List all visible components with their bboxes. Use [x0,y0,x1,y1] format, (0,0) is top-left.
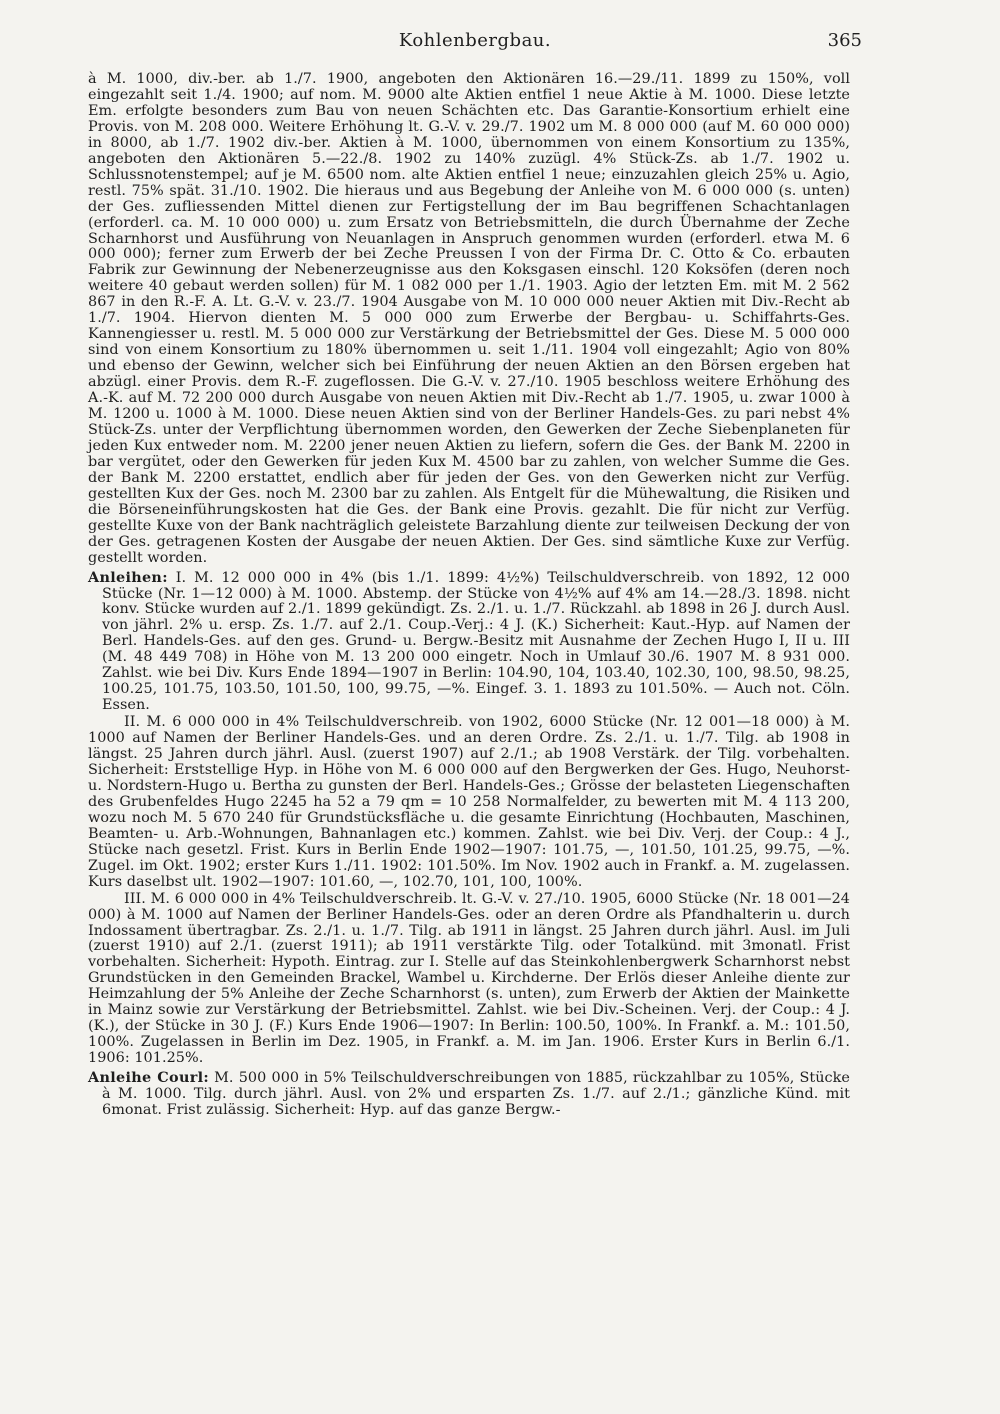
anleihe-courl-label: Anleihe Courl: [88,1069,209,1087]
page-body [88,72,850,1119]
anleihe-courl-text: M. 500 000 in 5% Teilschuldverschreibungen von 1885, rückzahlbar zu 105%, Stücke à M. 1000. Tilg. durch jährl. Ausl. von 2% und ersparten Zs. 1./7. auf 2./1.; gänzliche Künd. mit 6monat. Frist zulässig. Sicherheit: Hyp. auf das ganze Bergw.- [102,1070,851,1118]
running-title: Kohlenbergbau. [398,30,552,51]
anleihen-i-paragraph [88,570,850,715]
anleihen-i-text: I. M. 12 000 000 in 4% (bis 1./1. 1899: 4½%) Teilschuldverschreib. von 1892, 12 000 Stücke (Nr. 1—12 000) à M. 1000. Abstemp. der Stücke von 4½% auf 4% am 14.—28./3. 1898. nicht konv. Stücke wurden auf 2./1. 1899 gekündigt. Zs. 2./1. u. 1./7. Rückzahl. ab 1898 in 26 J. durch Ausl. von jährl. 2% u. ersp. Zs. 1./7. auf 2./1. Coup.-Verj.: 4 J. (K.) Sicherheit: Kaut.-Hyp. auf Namen der Berl. Handels-Ges. auf den ges. Grund- u. Bergw.-Besitz mit Ausnahme der Zechen Hugo I, II u. III (M. 48 449 708) in Höhe von M. 13 200 000 eingetr. Noch in Umlauf 30./6. 1907 M. 8 931 000. Zahlst. wie bei Div. Kurs Ende 1894—1907 in Berlin: 104.90, 104, 103.40, 102.30, 100, 98.50, 98.25, 100.25, 101.75, 103.50, 101.50, 100, 99.75, —%. Eingef. 3. 1. 1893 zu 101.50%. — Auch not. Cöln. Essen. [102,569,850,714]
page-number: 365 [827,30,862,51]
anleihe-courl-paragraph [88,1070,850,1119]
anleihen-label: Anleihen: [88,568,168,586]
running-header [88,30,862,54]
anleihen-iii-paragraph: III. M. 6 000 000 in 4% Teilschuldverschreib. lt. G.-V. v. 27./10. 1905, 6000 Stücke (Nr. 18 001—24 000) à M. 1000 auf Namen der Berliner Handels-Ges. oder an deren Ordre als Pfandhalterin u. durch Indossament übertragbar. Zs. 2./1. u. 1./7. Tilg. ab 1911 in längst. 25 Jahren durch jährl. Ausl. im Juli (zuerst 1910) auf 2./1. (zuerst 1911); ab 1911 verstärkte Tilg. oder Totalkünd. mit 3monatl. Frist vorbehalten. Sicherheit: Hypoth. Eintrag. zur I. Stelle auf das Steinkohlenbergwerk Scharnhorst nebst Grundstücken in den Gemeinden Brackel, Wambel u. Kirchderne. Der Erlös dieser Anleihe diente zur Heimzahlung der 5% Anleihe der Zeche Scharnhorst (s. unten), zum Erwerb der Aktien der Mainkette in Mainz sowie zur Verstärkung der Betriebsmittel. Zahlst. wie bei Div.-Scheinen. Verj. der Coup.: 4 J. (K.), der Stücke in 30 J. (F.) Kurs Ende 1906—1907: In Berlin: 100.50, 100%. In Frankf. a. M.: 101.50, 100%. Zugelassen in Berlin im Dez. 1905, in Frankf. a. M. im Jan. 1906. Erster Kurs in Berlin 6./1. 1906: 101.25%. [88,890,850,1067]
anleihen-ii-paragraph: II. M. 6 000 000 in 4% Teilschuldverschreib. von 1902, 6000 Stücke (Nr. 12 001—18 000) à M. 1000 auf Namen der Berliner Handels-Ges. und an deren Ordre. Zs. 2./1. u. 1./7. Tilg. ab 1908 in längst. 25 Jahren durch jährl. Ausl. (zuerst 1907) auf 2./1.; ab 1908 Verstärk. der Tilg. vorbehalten. Sicherheit: Erststellige Hyp. in Höhe von M. 6 000 000 auf den Bergwerken der Ges. Hugo, Neuhorst- u. Nordstern-Hugo u. Bertha zu gunsten der Berl. Handels-Ges.; Grösse der belasteten Liegenschaften des Grubenfeldes Hugo 2245 ha 52 a 79 qm = 10 258 Normalfelder, zu bewerten mit M. 4 113 200, wozu noch M. 5 670 240 für Grundstücksfläche u. die gesamte Einrichtung (Hochbauten, Maschinen, Beamten- u. Arb.-Wohnungen, Bahnanlagen etc.) kommen. Zahlst. wie bei Div. Verj. der Coup.: 4 J., Stücke nach gesetzl. Frist. Kurs in Berlin Ende 1902—1907: 101.75, —, 101.50, 101.25, 99.75, —%. Zugel. im Okt. 1902; erster Kurs 1./11. 1902: 101.50%. Im Nov. 1902 auch in Frankf. a. M. zugelassen. Kurs daselbst ult. 1902—1907: 101.60, —, 102.70, 101, 100, 100%. [88,714,850,890]
capital-history-paragraph: à M. 1000, div.-ber. ab 1./7. 1900, angeboten den Aktionären 16.—29./11. 1899 zu 150%, voll eingezahlt seit 1./4. 1900; auf nom. M. 9000 alte Aktien entfiel 1 neue Aktie à M. 1000. Diese letzte Em. erfolgte besonders zum Bau von neuen Schächten etc. Das Garantie-Konsortium erhielt eine Provis. von M. 208 000. Weitere Erhöhung lt. G.-V. v. 29./7. 1902 um M. 8 000 000 (auf M. 60 000 000) in 8000, ab 1./7. 1902 div.-ber. Aktien à M. 1000, übernommen von einem Konsortium zu 135%, angeboten den Aktionären 5.—22./8. 1902 zu 140% zuzügl. 4% Stück-Zs. ab 1./7. 1902 u. Schlussnotenstempel; auf je M. 6500 nom. alte Aktien entfiel 1 neue; einzuzahlen gleich 25% u. Agio, restl. 75% spät. 31./10. 1902. Die hieraus und aus Begebung der Anleihe von M. 6 000 000 (s. unten) der Ges. zufliessenden Mittel dienen zur Fertigstellung der im Bau begriffenen Schachtanlagen (erforderl. ca. M. 10 000 000) u. zum Ersatz von Betriebsmitteln, die durch Übernahme der Zeche Scharnhorst und Ausführung von Neuanlagen in Anspruch genommen wurden (erforderl. etwa M. 6 000 000); ferner zum Erwerb der bei Zeche Preussen I von der Firma Dr. C. Otto & Co. erbauten Fabrik zur Gewinnung der Nebenerzeugnisse aus den Koksgasen einschl. 120 Koksöfen (deren noch weitere 40 gebaut werden sollen) für M. 1 082 000 per 1./1. 1903. Agio der letzten Em. mit M. 2 562 867 in den R.-F. A. Lt. G.-V. v. 23./7. 1904 Ausgabe von M. 10 000 000 neuer Aktien mit Div.-Recht ab 1./7. 1904. Hiervon dienten M. 5 000 000 zum Erwerbe der Bergbau- u. Schiffahrts-Ges. Kannengiesser u. restl. M. 5 000 000 zur Verstärkung der Betriebsmittel der Ges. Diese M. 5 000 000 sind von einem Konsortium zu 180% übernommen u. seit 1./11. 1904 voll eingezahlt; Agio von 80% und ebenso der Gewinn, welcher sich bei Einführung der neuen Aktien an den Börsen ergeben hat abzügl. einer Provis. dem R.-F. zugeflossen. Die G.-V. v. 27./10. 1905 beschloss weitere Erhöhung des A.-K. auf M. 72 200 000 durch Ausgabe von neuen Aktien mit Div.-Recht ab 1./7. 1905, u. zwar 1000 à M. 1200 u. 1000 à M. 1000. Diese neuen Aktien sind von der Berliner Handels-Ges. zu pari nebst 4% Stück-Zs. unter der Verpflichtung übernommen worden, den Gewerken der Zeche Siebenplaneten für jeden Kux entweder nom. M. 2200 jener neuen Aktien zu liefern, sofern die Ges. der Bank M. 2200 in bar vergütet, oder den Gewerken für jeden Kux M. 4500 bar zu zahlen, von welcher Summe die Ges. der Bank M. 2200 erstattet, endlich aber für jeden der Ges. von den Gewerken nicht zur Verfüg. gestellten Kux der Ges. noch M. 2300 bar zu zahlen. Als Entgelt für die Mühewaltung, die Risiken und die Börseneinführungskosten hat die Ges. der Bank eine Provis. gezahlt. Die für nicht zur Verfüg. gestellte Kuxe von der Bank nachträglich geleistete Barzahlung diente zur teilweisen Deckung der von der Ges. getragenen Kosten der Ausgabe der neuen Aktien. Der Ges. sind sämtliche Kuxe zur Verfüg. gestellt worden. [88,71,850,566]
